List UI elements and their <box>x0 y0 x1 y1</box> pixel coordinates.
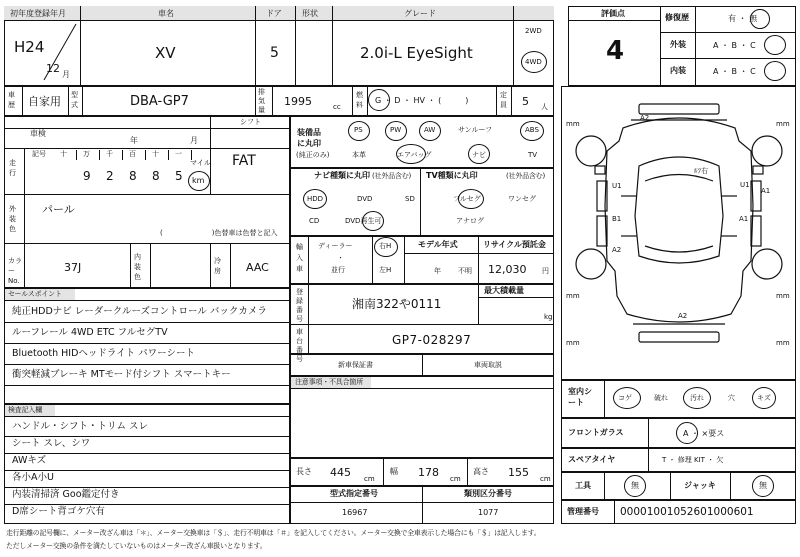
use-value: 自家用 <box>28 95 61 108</box>
tv-type-label: TV種類に丸印 <box>426 171 478 180</box>
drive-2wd: 2WD <box>525 27 542 35</box>
length-label: 長さ <box>296 467 312 476</box>
chassis-label: 車台番号 <box>296 328 303 363</box>
score-label: 評価点 <box>601 9 625 18</box>
interior-color-label: 内装色 <box>134 253 141 281</box>
class-number-value: 1077 <box>478 508 499 517</box>
mile-label: マイル <box>190 159 211 167</box>
seat-opt-dirt: 汚れ <box>690 394 704 402</box>
mileage-digit: 9 <box>83 169 91 183</box>
car-name-label: 車名 <box>158 9 174 18</box>
dvd-label: DVD <box>357 195 373 203</box>
equipment-sub: (純正のみ) <box>296 151 330 159</box>
dealer-label: ディーラー <box>318 242 353 250</box>
digit-header: 一 <box>175 150 182 158</box>
mark-a1-right: A1 <box>761 187 771 195</box>
inspection-month-unit: 月 <box>190 136 198 145</box>
plate-label: 登録番号 <box>296 288 303 323</box>
cd-label: CD <box>309 217 320 225</box>
fuel-options: G ・ D ・ HV ・ ( ) <box>375 96 469 105</box>
class-number-label: 類別区分番号 <box>464 489 512 498</box>
car-diagram <box>561 86 796 380</box>
mm-mark-6: mm <box>776 339 790 347</box>
sales-points-label: セールスポイント <box>8 290 62 298</box>
max-load-label: 最大積載量 <box>484 286 524 295</box>
mark-roof: ﾙﾌ右 <box>694 167 708 175</box>
seat-opt-tear: 破れ <box>654 394 668 402</box>
digit-header: 百 <box>129 150 136 158</box>
displacement-value: 1995 <box>284 95 312 108</box>
inspector-note-line: 各小A小U <box>12 472 54 483</box>
ps-label: PS <box>354 126 363 134</box>
max-load-unit: kg <box>544 313 553 321</box>
sales-point-line: 衝突軽減ブレーキ MTモード付シフト スマートキー <box>12 369 231 380</box>
door-label: ドア <box>266 9 282 18</box>
equipment-label: 装備品に丸印 <box>297 128 321 148</box>
mark-u1-left: U1 <box>612 182 622 190</box>
windshield-label: フロントガラス <box>568 428 624 437</box>
mm-mark-1: mm <box>566 120 580 128</box>
navi-label: ナビ <box>472 151 486 159</box>
interior-score-label: 内装 <box>670 66 686 75</box>
sales-point-line: Bluetooth HIDヘッドライト パワーシート <box>12 348 195 359</box>
plate-value: 湘南322や0111 <box>352 297 442 311</box>
model-label: 型式 <box>71 91 78 109</box>
registration-row <box>4 86 554 116</box>
digit-header: 万 <box>83 150 90 158</box>
analog-label: アナログ <box>456 217 484 225</box>
inspection-label: 車検 <box>30 129 46 138</box>
windshield-options: A ・ ×要ス <box>683 429 725 438</box>
mileage-digit: 2 <box>106 169 114 183</box>
seat-opt-hole: 穴 <box>728 394 735 402</box>
sales-point-line: ルーフレール 4WD ETC フルセグTV <box>12 327 168 338</box>
model-year-label: モデル年式 <box>418 240 458 249</box>
inspector-note-line: シート スレ、シワ <box>12 438 91 449</box>
import-label: 輸入車 <box>296 243 303 273</box>
parallel-label: 並行 <box>331 266 345 274</box>
width-unit: cm <box>450 475 461 483</box>
notes-label: 注意事項・不具合箇所 <box>295 378 363 386</box>
grade-label: グレード <box>404 9 436 18</box>
door-count: 5 <box>270 45 279 61</box>
tools-label: 工具 <box>575 481 591 490</box>
shift-label: シフト <box>240 118 261 126</box>
repair-options: 有 ・ 無 <box>728 14 758 23</box>
mark-a2-bottom: A2 <box>678 312 688 320</box>
score-value: 4 <box>606 36 625 66</box>
width-value: 178 <box>418 466 439 479</box>
interior-c-circle <box>764 61 786 81</box>
inspector-note-line: D席シート背ゴケ穴有 <box>12 506 105 517</box>
mm-mark-5: mm <box>566 339 580 347</box>
mileage-digit: 8 <box>129 169 137 183</box>
capacity-label: 定員 <box>500 91 507 109</box>
chassis-value: GP7-028297 <box>392 333 472 347</box>
km-label: km <box>192 176 205 185</box>
pw-label: PW <box>390 126 402 134</box>
width-label: 幅 <box>390 467 398 476</box>
navi-type-label: ナビ種類に丸印 <box>314 171 370 180</box>
height-value: 155 <box>508 466 529 479</box>
cc-unit: cc <box>333 103 341 111</box>
import-dot: ・ <box>337 254 344 262</box>
jack-value: 無 <box>759 481 767 490</box>
exterior-color-label: 外装色 <box>9 205 16 233</box>
abs-label: ABS <box>525 126 539 134</box>
inspector-notes-label: 検査記入欄 <box>8 406 42 414</box>
seat-opt-burn: コゲ <box>618 394 632 402</box>
color-no-value: 37J <box>64 261 82 274</box>
mark-u1-right: U1 <box>740 181 750 189</box>
left-handle-label: 左H <box>379 266 392 274</box>
hdd-label: HDD <box>307 195 324 203</box>
seat-opt-scratch: キズ <box>757 394 771 402</box>
ac-label: 冷房 <box>214 257 221 275</box>
aw-label: AW <box>424 126 436 134</box>
displacement-label: 排気量 <box>258 88 265 114</box>
tv-type-sub: (社外品含む) <box>506 172 546 180</box>
ac-value: AAC <box>246 261 269 274</box>
inspection-year-unit: 年 <box>130 136 138 145</box>
interior-seat-label: 室内シート <box>568 387 592 407</box>
shift-value: FAT <box>232 153 256 169</box>
drive-4wd: 4WD <box>525 58 542 66</box>
recycle-label: リサイクル預託金 <box>483 240 546 249</box>
year-label: 初年度登録年月 <box>10 9 66 18</box>
dvd-play-label: DVD再生可 <box>345 217 382 225</box>
management-value: 00001001052601000601 <box>620 506 754 518</box>
digit-header: 千 <box>106 150 113 158</box>
footer-line-1: 走行距離の記号欄に、メーター改ざん車は「＊」、メーター交換車は「＄」、走行不明車は「＃」を記入してください。メーター交換で全車表示した場合にも「＄」は記入します。 <box>6 529 541 537</box>
mm-mark-4: mm <box>776 292 790 300</box>
exterior-c-circle <box>764 35 786 55</box>
jack-label: ジャッキ <box>684 481 716 490</box>
sd-label: SD <box>405 195 415 203</box>
inspector-note-line: ハンドル・シフト・トリム スレ <box>12 421 149 432</box>
exterior-options: A ・ B ・ C <box>713 41 756 50</box>
mileage-digit: 5 <box>175 169 183 183</box>
capacity-value: 5 <box>522 95 529 108</box>
interior-options: A ・ B ・ C <box>713 67 756 76</box>
mm-mark-3: mm <box>566 292 580 300</box>
type-designation-value: 16967 <box>342 508 368 517</box>
height-unit: cm <box>540 475 551 483</box>
airbag-label: エアバッグ <box>397 151 432 159</box>
repair-label: 修復歴 <box>665 13 689 22</box>
year-month-unit: 月 <box>62 70 70 79</box>
mark-b1-left: B1 <box>612 215 622 223</box>
navi-type-sub: (社外品含む) <box>372 172 412 180</box>
inspector-note-line: 内装清掃済 Goo鑑定付き <box>12 489 120 500</box>
diagonal-divider <box>6 22 78 84</box>
height-label: 高さ <box>473 467 489 476</box>
digit-header: 十 <box>152 150 159 158</box>
recycle-value: 12,030 <box>488 263 527 276</box>
sunroof-label: サンルーフ <box>458 126 493 134</box>
footer-line-2: ただしメーター交換の条件を満たしていないものはメーター改ざん車扱いとなります。 <box>6 542 267 550</box>
year-month: 12 <box>46 62 60 75</box>
mark-a2-left: A2 <box>612 246 622 254</box>
warranty-label: 新車保証書 <box>338 361 373 369</box>
mileage-digit: 8 <box>152 169 160 183</box>
manual-label: 車両取説 <box>474 361 502 369</box>
grade: 2.0i-L EyeSight <box>360 44 473 62</box>
tools-value: 無 <box>631 481 639 490</box>
car-name: XV <box>155 44 176 62</box>
shape-label: 形状 <box>302 9 318 18</box>
year-era: H24 <box>14 38 45 56</box>
mileage-symbol-label: 記号 <box>32 150 46 158</box>
spare-tire-options: T ・ 修理 KIT ・ 欠 <box>662 456 724 464</box>
oneseg-label: ワンセグ <box>508 195 536 203</box>
leather-label: 本革 <box>352 151 366 159</box>
sales-point-line: 純正HDDナビ レーダークルーズコントロール バックカメラ <box>12 306 267 317</box>
type-designation-label: 型式指定番号 <box>330 489 378 498</box>
color-no-label: カラー No. <box>8 257 22 285</box>
length-unit: cm <box>364 475 375 483</box>
inspector-note-line: AWキズ <box>12 455 47 466</box>
model-year-unit: 年 <box>434 267 441 275</box>
model-year-unknown: 不明 <box>458 267 472 275</box>
use-label: 車歴 <box>8 91 15 109</box>
exterior-score-label: 外装 <box>670 40 686 49</box>
spare-tire-label: スペアタイヤ <box>568 455 616 464</box>
tv-label: TV <box>528 151 538 159</box>
mark-a2-top: A2 <box>640 114 650 122</box>
management-label: 管理番号 <box>567 507 599 516</box>
length-value: 445 <box>330 466 351 479</box>
exterior-color-note: ( )色替車は色替と記入 <box>160 229 278 237</box>
fuel-label: 燃料 <box>356 91 363 109</box>
mileage-label: 走行 <box>9 159 16 177</box>
recycle-unit: 円 <box>542 267 549 275</box>
digit-header: 十 <box>60 150 67 158</box>
mm-mark-2: mm <box>776 120 790 128</box>
fullseg-label: フルセグ <box>453 195 481 203</box>
exterior-color-value: パール <box>42 203 75 216</box>
model-value: DBA-GP7 <box>130 94 189 109</box>
mark-a1-left: A1 <box>739 215 749 223</box>
right-handle-label: 右H <box>379 242 392 250</box>
capacity-unit: 人 <box>541 103 548 111</box>
